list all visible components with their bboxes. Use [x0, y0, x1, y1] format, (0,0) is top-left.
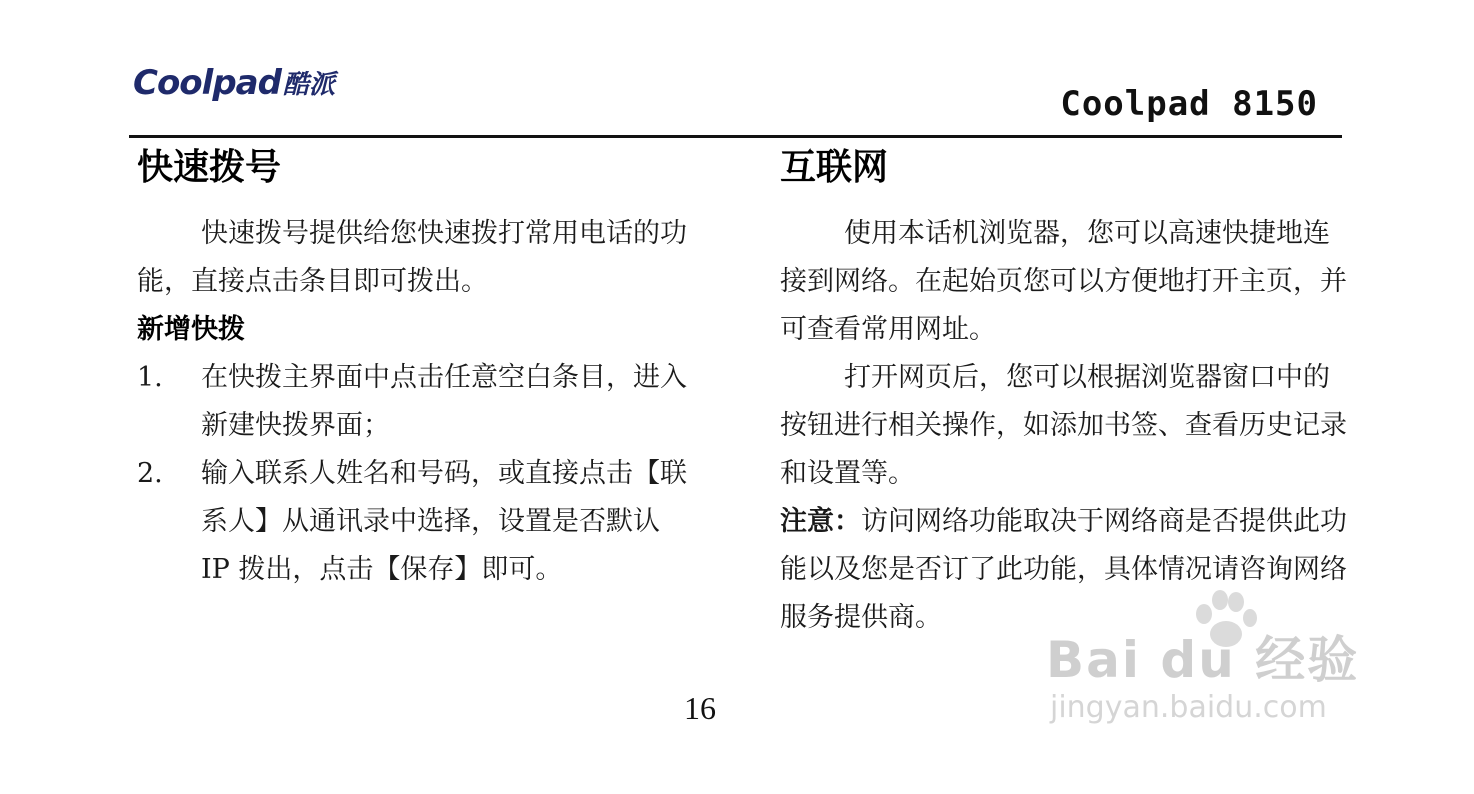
page-number: 16 — [684, 690, 716, 726]
subhead-add-speed-dial: 新增快拨 — [137, 314, 245, 345]
model-name: Coolpad 8150 — [1060, 84, 1318, 124]
step-item — [137, 450, 697, 594]
step-item — [137, 354, 697, 450]
right-column — [780, 140, 1350, 642]
note-label: 注意： — [780, 506, 861, 537]
internet-para-2: 打开网页后，您可以根据浏览器窗口中的按钮进行相关操作，如添加书签、查看历史记录和设置等。 — [780, 362, 1347, 489]
logo-cjk-text: 酷派 — [282, 70, 335, 100]
watermark-url: jingyan.baidu.com — [1050, 690, 1327, 725]
coolpad-logo — [133, 63, 335, 103]
logo-latin-text: Coolpad — [133, 63, 281, 103]
step-text: 输入联系人姓名和号码，或直接点击【联系人】从通讯录中选择，设置是否默认 IP 拨出，点击【保存】即可。 — [201, 458, 687, 585]
step-number: 1. — [137, 362, 163, 393]
section-title-internet: 互联网 — [780, 147, 889, 188]
note-text: 访问网络功能取决于网络商是否提供此功能以及您是否订了此功能，具体情况请咨询网络服务提供商。 — [780, 506, 1347, 633]
baidu-watermark — [1040, 590, 1400, 740]
step-text: 在快拨主界面中点击任意空白条目，进入新建快拨界面； — [201, 362, 687, 441]
internet-para-1: 使用本话机浏览器，您可以高速快捷地连接到网络。在起始页您可以方便地打开主页，并可查看常用网址。 — [780, 218, 1347, 345]
watermark-brand: Bai du 经验 — [1046, 631, 1360, 689]
header-divider — [129, 135, 1342, 138]
step-number: 2. — [137, 458, 163, 489]
left-column — [137, 140, 697, 594]
speed-dial-intro: 快速拨号提供给您快速拨打常用电话的功能，直接点击条目即可拨出。 — [137, 218, 687, 297]
section-title-speed-dial: 快速拨号 — [137, 147, 282, 188]
